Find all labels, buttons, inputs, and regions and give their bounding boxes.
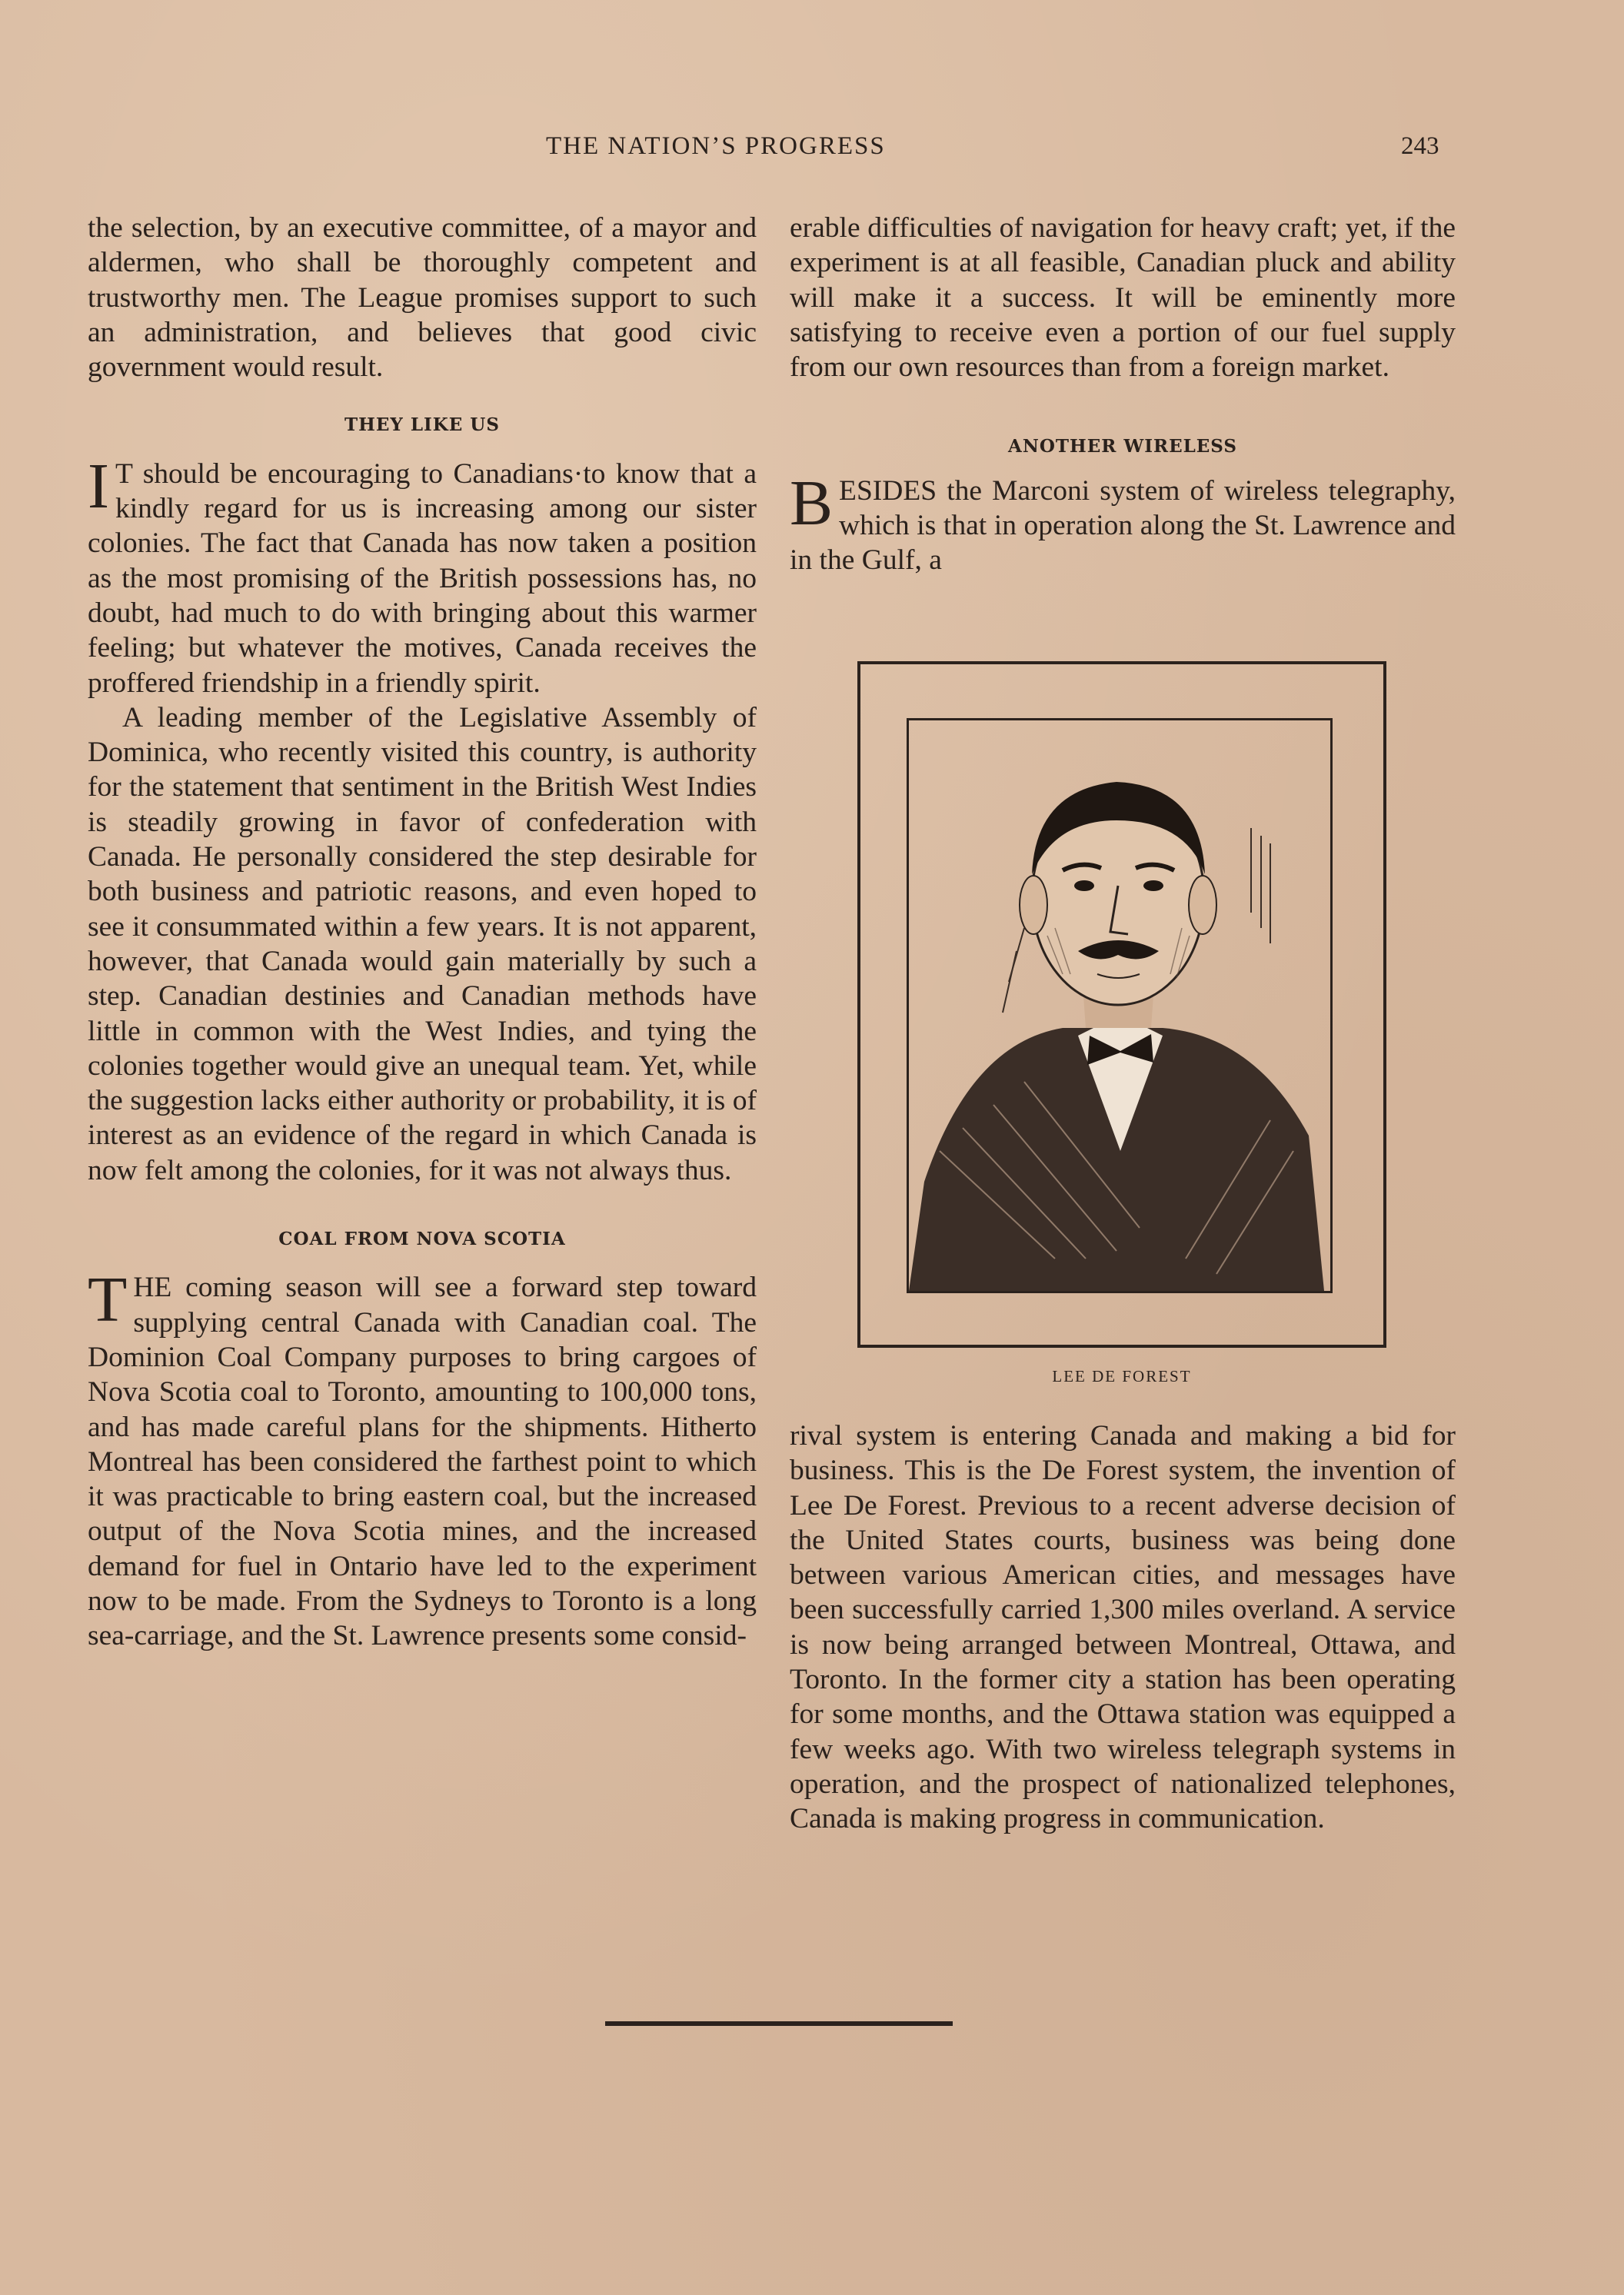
left-column (88, 211, 757, 1654)
right-intro-paragraph: erable difficulties of navigation for heavy craft; yet, if the experiment is at all feasible, Canadian pluck and ability will make it a success. It will be eminently more satisfying to receive even a portion of our fuel supply from our own resources than from a foreign market. (790, 212, 1456, 384)
running-title: THE NATION’S PROGRESS (546, 132, 886, 160)
section-heading-coal: COAL FROM NOVA SCOTIA (278, 1229, 566, 1250)
portrait-inner-frame (907, 718, 1333, 1293)
they-like-us-paragraph-2: A leading member of the Legislative Assembly of Dominica, who recently visited this country, is authority for the statement that sentiment in the British West Indies is steadily growing in favor of confederation with Canada. He personally considered the step desirable for both business and patriotic reasons, and even hoped to see it consummated within a few years. It is not apparent, however, that Canada would gain materially by such a step. Canadian destinies and Canadian methods have little in common with the West Indies, and tying the colonies together would give an unequal team. Yet, while the suggestion lacks either authority or probability, it is of interest as an evidence of the regard in which Canada is now felt among the colonies, for it was not always thus. (88, 701, 757, 1186)
portrait-engraving (909, 720, 1330, 1291)
portrait-figure-frame (857, 661, 1386, 1348)
closing-rule (605, 2021, 953, 2026)
left-intro-paragraph: the selection, by an executive committee, of a mayor and aldermen, who shall be thoroughly competent and trustworthy men. The League promises support to such an administration, and believes that good civic government would result. (88, 212, 757, 384)
section-heading-another-wireless: ANOTHER WIRELESS (1007, 436, 1238, 457)
dropcap-i: I (88, 450, 109, 522)
right-column-top (790, 211, 1456, 578)
right-column-bottom (790, 1419, 1456, 1837)
coal-paragraph-1: THE coming season will see a forward step toward supplying central Canada with Canadian coal. The Dominion Coal Company purposes to bring cargoes of Nova Scotia coal to Toronto, amounting to 100,000 tons, and has made careful plans for the shipments. Hitherto Montreal has been considered the farthest point to which it was practicable to bring eastern coal, but the increased output of the Nova Scotia mines, and the increased demand for fuel in Ontario have led to the experiment now to be made. From the Sydneys to Toronto is a long sea-carriage, and the St. Lawrence presents some consid- (88, 1264, 757, 1652)
page-header (0, 132, 1624, 171)
page-number: 243 (1401, 132, 1439, 160)
section-heading-they-like-us: THEY LIKE US (344, 414, 500, 436)
dropcap-t: T (88, 1264, 128, 1336)
dropcap-b: B (790, 467, 834, 539)
portrait-caption: LEE DE FOREST (1052, 1367, 1192, 1385)
another-wireless-continuation: rival system is entering Canada and making a bid for business. This is the De Forest system, the invention of Lee De Forest. Previous to a recent adverse decision of the United States courts, business was being done between various American cities, and messages have been successfully carried 1,300 miles overland. A service is now being arranged between Montreal, Ottawa, and Toronto. In the former city a station has been operating for some months, and the Ottawa station was equipped a few weeks ago. With two wireless telegraph systems in operation, and the prospect of nationalized telephones, Canada is making progress in communication. (790, 1420, 1456, 1835)
they-like-us-paragraph-1: I T should be encouraging to Canadians·to know that a kindly regard for us is increasing among our sister colonies. The fact that Canada has now taken a position as the most promising of the British possessions has, no doubt, had much to do with bringing about this warmer feeling; but whatever the motives, Canada receives the proffered friendship in a friendly spirit. (88, 450, 757, 699)
another-wireless-paragraph-1: BESIDES the Marconi system of wireless telegraphy, which is that in operation along the St. Lawrence and in the Gulf, a (790, 467, 1456, 577)
